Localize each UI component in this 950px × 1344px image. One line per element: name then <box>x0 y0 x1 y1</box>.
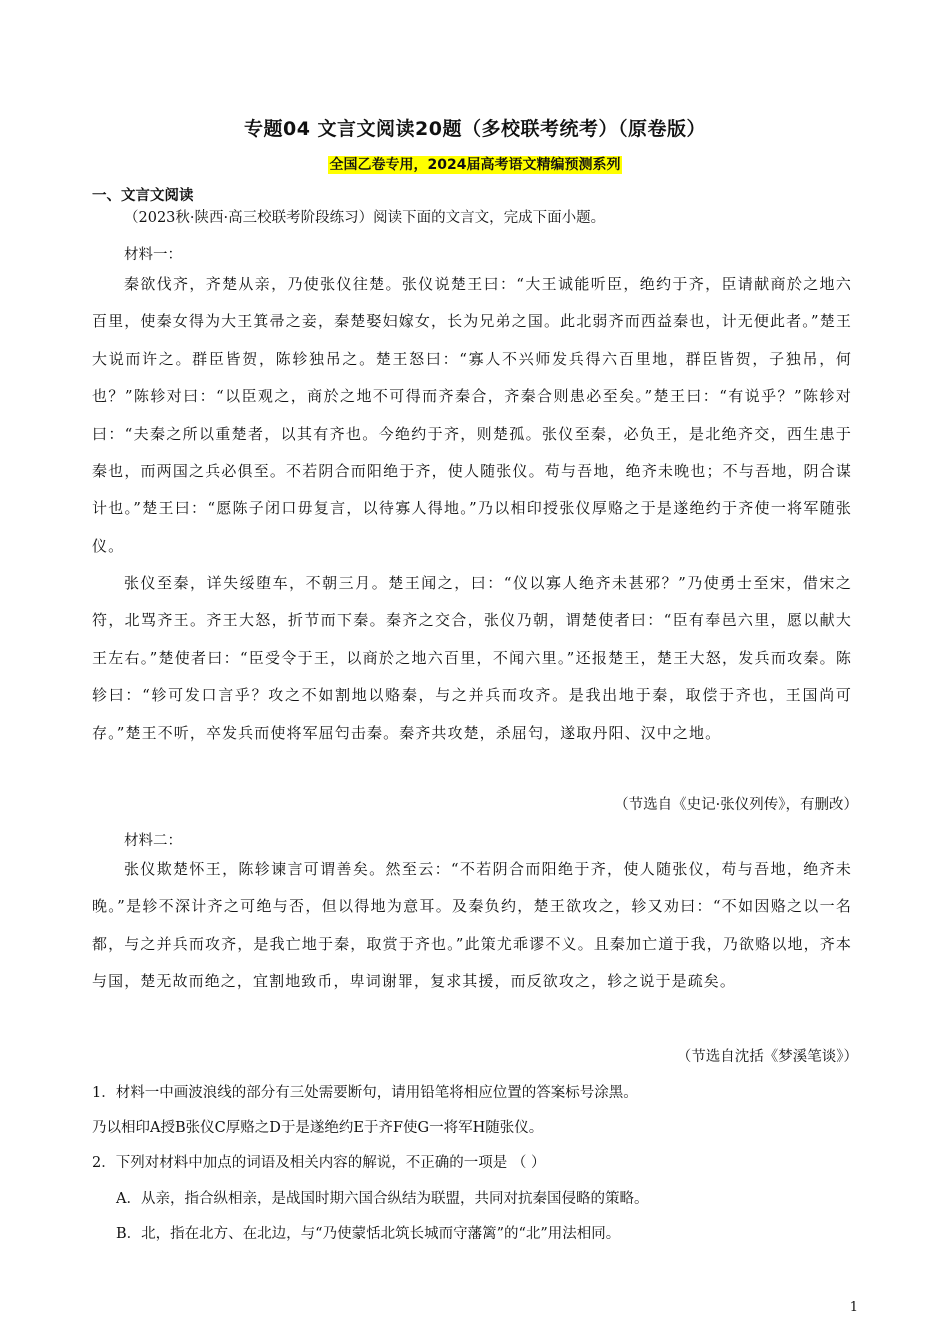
page-title: 专题04 文言文阅读20题（多校联考统考）（原卷版） <box>244 118 706 140</box>
question-1-sentence: 乃以相印A授B张仪C厚赂之D于是遂绝约E于齐F使G一将军H随张仪。 <box>92 1120 544 1136</box>
material2-source: （节选自沈括《梦溪笔谈》） <box>676 1049 858 1065</box>
material2-paragraph: 张仪欺楚怀王，陈轸谏言可谓善矣。然至云：“不若阴合而阳绝于齐，使人随张仪，苟与吾地，绝齐未晚。”是轸不深计齐之可绝与否，但以得地为意耳。及秦负约，楚王欲攻之，轸又劝曰：“不如因赂之以一名都，与之并兵而攻齐，是我亡地于秦，取赏于齐也。”此策尤乖谬不义。且秦加亡道于我，乃欲赂以地，齐本与国，楚无故而绝之，宜割地致币，卑词谢罪，复求其援，而反欲攻之，轸之说于是疏矣。 <box>92 860 852 991</box>
material1-paragraph-1: 秦欲伐齐，齐楚从亲，乃使张仪往楚。张仪说楚王曰：“大王诚能听臣，绝约于齐，臣请献商於之地六百里，使秦女得为大王箕帚之妾，秦楚娶妇嫁女，长为兄弟之国。此北弱齐而西益秦也，计无便此者。”楚王大说而许之。群臣皆贺，陈轸独吊之。楚王怒曰：“寡人不兴师发兵得六百里地，群臣皆贺，子独吊，何也？”陈轸对曰：“以臣观之，商於之地不可得而齐秦合，齐秦合则患必至矣。”楚王曰：“有说乎？”陈轸对曰：“夫秦之所以重楚者，以其有齐也。今绝约于齐，则楚孤。张仪至秦，必负王，是北绝齐交，西生患于秦也，而两国之兵必俱至。不若阴合而阳绝于齐，使人随张仪。苟与吾地，绝齐未晚也；不与吾地，阴合谋计也。”楚王曰：“愿陈子闭口毋复言，以待寡人得地。”乃以相印授张仪厚赂之于是遂绝约于齐使一将军随张仪。 <box>92 275 852 555</box>
question-2-option-b: B．北，指在北方、在北边，与“乃使蒙恬北筑长城而守藩篱”的“北”用法相同。 <box>116 1226 621 1242</box>
subtitle-row <box>0 154 950 174</box>
material2-label: 材料二： <box>124 833 182 849</box>
question-1: 1．材料一中画波浪线的部分有三处需要断句，请用铅笔将相应位置的答案标号涂黑。 <box>92 1085 638 1101</box>
question-2: 2．下列对材料中加点的词语及相关内容的解说，不正确的一项是 （ ） <box>92 1155 546 1171</box>
question-2-option-a: A．从亲，指合纵相亲，是战国时期六国合纵结为联盟，共同对抗秦国侵略的策略。 <box>116 1191 649 1207</box>
page-number: 1 <box>849 1300 858 1315</box>
material1-paragraph-2: 张仪至秦，详失绥堕车，不朝三月。楚王闻之，曰：“仪以寡人绝齐未甚邪？”乃使勇士至宋，借宋之符，北骂齐王。齐王大怒，折节而下秦。秦齐之交合，张仪乃朝，谓楚使者曰：“臣有奉邑六里，愿以献大王左右。”楚使者曰：“臣受令于王，以商於之地六百里，不闻六里。”还报楚王，楚王大怒，发兵而攻秦。陈轸曰：“轸可发口言乎？攻之不如割地以赂秦，与之并兵而攻齐。是我出地于秦，取偿于齐也，王国尚可存。”楚王不听，卒发兵而使将军屈匄击秦。秦齐共攻楚，杀屈匄，遂取丹阳、汉中之地。 <box>92 574 852 742</box>
section-heading: 一、文言文阅读 <box>92 188 194 204</box>
material1-source: （节选自《史记·张仪列传》，有删改） <box>614 797 858 813</box>
highlighted-subtitle: 全国乙卷专用，2024届高考语文精编预测系列 <box>329 157 621 173</box>
material1-label: 材料一： <box>124 247 182 263</box>
intro-text: （2023秋·陕西·高三校联考阶段练习）阅读下面的文言文，完成下面小题。 <box>124 210 606 226</box>
